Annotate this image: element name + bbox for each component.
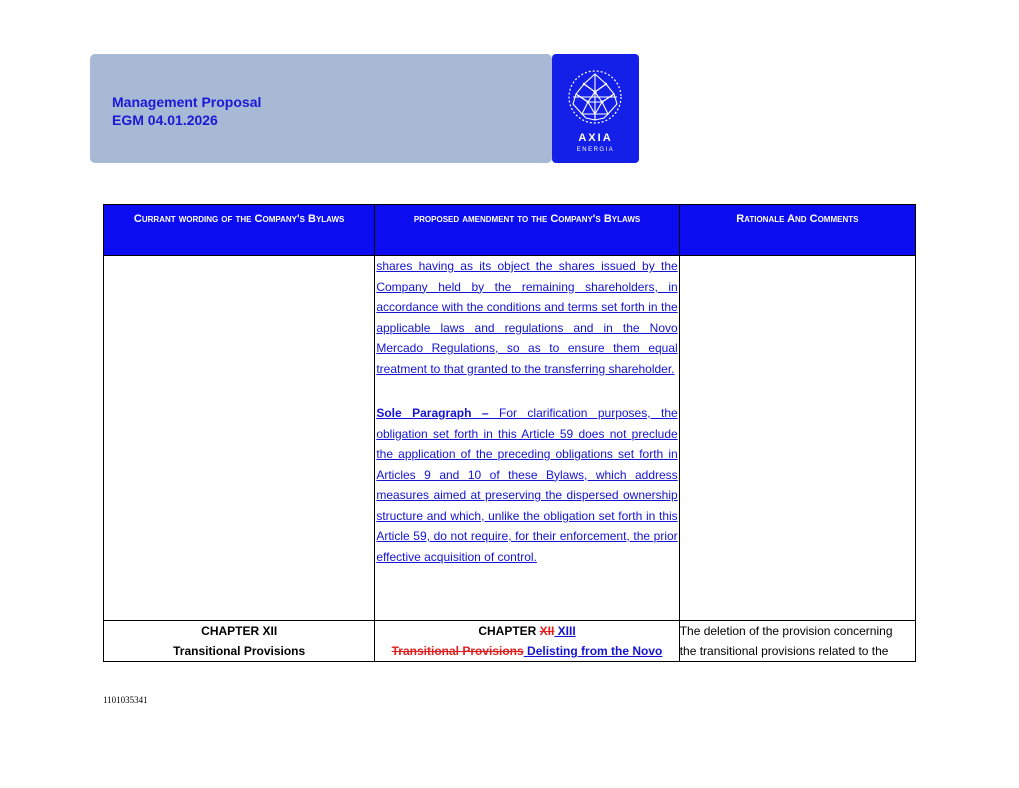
bylaws-comparison-table <box>103 204 916 662</box>
table-row <box>104 621 916 662</box>
proposed-amendment-cell <box>375 256 679 621</box>
current-chapter-title: Transitional Provisions <box>173 644 306 658</box>
proposed-chapter-title <box>375 641 678 661</box>
document-id: 1101035341 <box>103 695 148 705</box>
inserted-chapter-title: Delisting from the Novo <box>523 644 663 658</box>
header-current-wording: Currant wording of the Company's Bylaws <box>104 205 375 256</box>
header-rationale: Rationale And Comments <box>679 205 915 256</box>
logo-subtitle: ENERGIA <box>576 147 615 153</box>
current-wording-cell <box>104 256 375 621</box>
current-chapter-number: CHAPTER XII <box>201 624 278 638</box>
rationale-line-2: the transitional provisions related to the <box>679 644 889 658</box>
table-row <box>104 256 916 621</box>
deleted-chapter-title: Transitional Provisions <box>391 644 524 658</box>
chapter-rationale-cell <box>679 621 915 662</box>
chapter-prefix: CHAPTER <box>478 624 540 638</box>
proposed-text <box>375 256 678 567</box>
current-chapter-cell <box>104 621 375 662</box>
document-title <box>112 93 261 129</box>
proposed-paragraph-2 <box>376 403 677 567</box>
title-line-2: EGM 04.01.2026 <box>112 112 218 128</box>
proposed-chapter-number <box>375 621 678 641</box>
proposed-paragraph-1: shares having as its object the shares issued by the Company held by the remaining shareholders, in accordance with the conditions and terms set forth in the applicable laws and regulations and in the Novo Mercado Regulations, so as to ensure them equal treatment to that granted to the transferring shareholder. <box>376 259 678 376</box>
deleted-chapter-number: XII <box>539 624 555 638</box>
company-logo <box>552 54 639 163</box>
proposed-chapter-cell <box>375 621 679 662</box>
rationale-cell <box>679 256 915 621</box>
title-line-1: Management Proposal <box>112 94 262 110</box>
rationale-line-1: The deletion of the provision concerning <box>679 624 893 638</box>
sole-paragraph-body: For clarification purposes, the obligation set forth in this Article 59 does not preclude the application of the preceding obligations set forth in Articles 9 and 10 of these Bylaws, which address measures aimed at preserving the dispersed ownership structure and which, unlike the obligation set forth in this Article 59, do not require, for their enforcement, the prior effective acquisition of control. <box>376 406 678 564</box>
inserted-chapter-number: XIII <box>554 624 576 638</box>
globe-logo-icon <box>566 68 624 126</box>
sole-paragraph-lead: Sole Paragraph – <box>376 406 489 420</box>
table-header-row <box>104 205 916 256</box>
header-proposed-amendment: proposed amendment to the Company's Bylaws <box>375 205 679 256</box>
logo-name: AXIA <box>578 132 613 144</box>
